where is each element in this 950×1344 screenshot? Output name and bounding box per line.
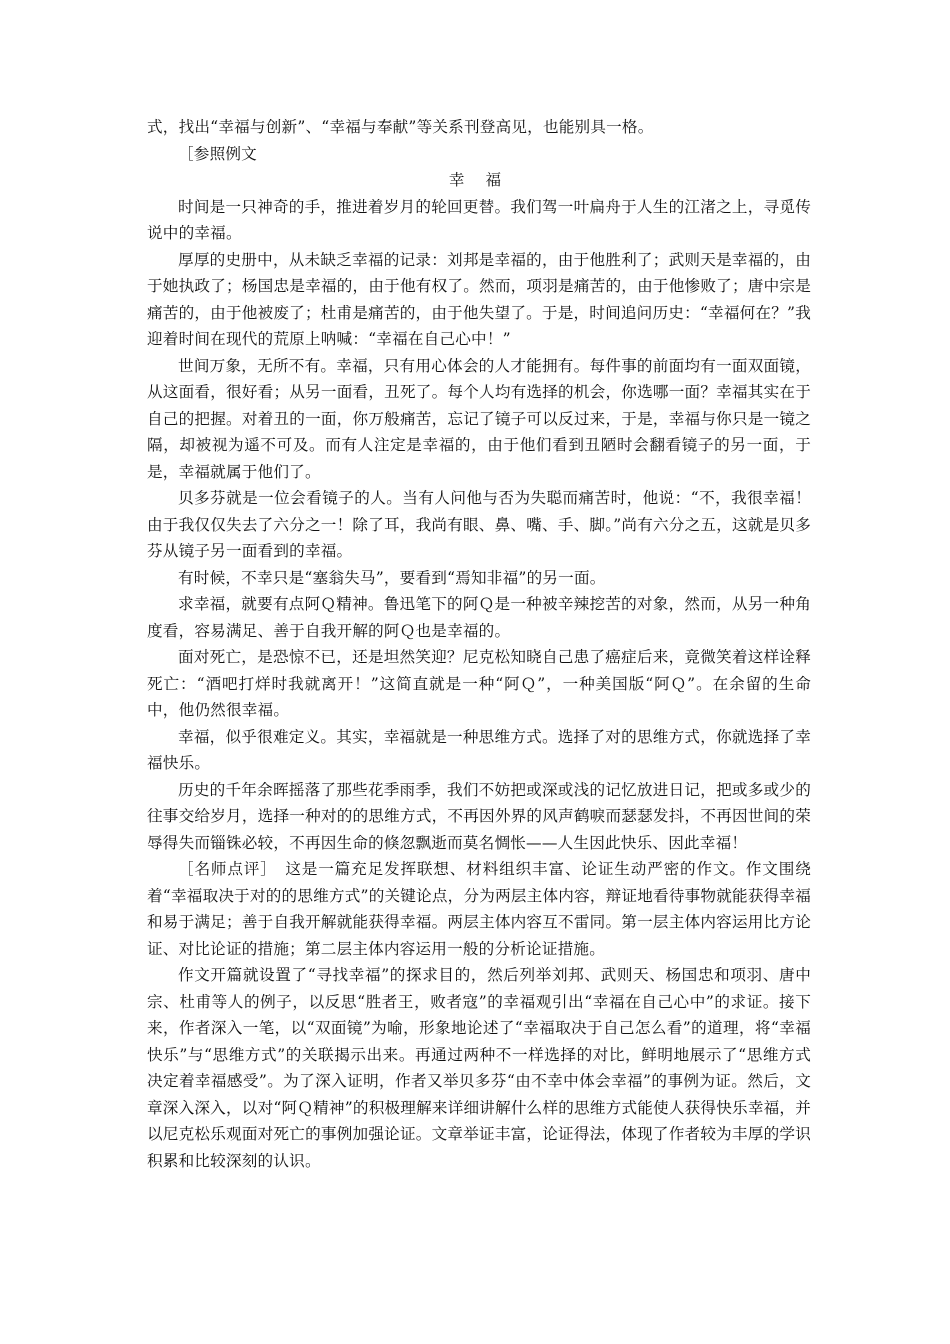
paragraph: 厚厚的史册中，从未缺乏幸福的记录：刘邦是幸福的，由于他胜利了；武则天是幸福的，由于她执政了；杨国忠是幸福的，由于他有权了。然而，项羽是痛苦的，由于他惨败了；唐中宗是痛苦的，由于他被废了；杜甫是痛苦的，由于他失望了。于是，时间追问历史：“幸福何在？”我迎着时间在现代的荒原上呐喊：“幸福在自己心中！”: [147, 250, 811, 348]
paragraph: 作文开篇就设置了“寻找幸福”的探求目的，然后列举刘邦、武则天、杨国忠和项羽、唐中宗、杜甫等人的例子，以反思“胜者王，败者寇”的幸福观引出“幸福在自己心中”的求证。接下来，作者深入一笔，以“双面镜”为喻，形象地论述了“幸福取决于自己怎么看”的道理，将“幸福快乐”与“思维方式”的关联揭示出来。再通过两种不一样选择的对比，鲜明地展示了“思维方式决定着幸福感受”。为了深入证明，作者又举贝多芬“由不幸中体会幸福”的事例为证。然后，文章深入深入，以对“阿Ｑ精神”的积极理解来详细讲解什么样的思维方式能使人获得快乐幸福，并以尼克松乐观面对死亡的事例加强论证。文章举证丰富，论证得法，体现了作者较为丰厚的学识积累和比较深刻的认识。: [147, 966, 811, 1170]
example-label: ［参照例文: [178, 144, 257, 163]
paragraph: 时间是一只神奇的手，推进着岁月的轮回更替。我们驾一叶扁舟于人生的江渚之上，寻觅传说中的幸福。: [147, 197, 811, 242]
paragraph: 有时候，不幸只是“塞翁失马”，要看到“焉知非福”的另一面。: [178, 568, 606, 587]
paragraph: 世间万象，无所不有。幸福，只有用心体会的人才能拥有。每件事的前面均有一面双面镜，从这面看，很好看；从另一面看，丑死了。每个人均有选择的机会，你选哪一面？幸福其实在于自己的把握。对着丑的一面，你万般痛苦，忘记了镜子可以反过来，于是，幸福与你只是一镜之隔，却被视为遥不可及。而有人注定是幸福的，由于他们看到丑陋时会翻看镜子的另一面，于是，幸福就属于他们了。: [147, 356, 811, 481]
intro-line: 式，找出“幸福与创新”、“幸福与奉献”等关系刊登高见，也能别具一格。: [147, 118, 654, 136]
document-body: [147, 114, 811, 1174]
paragraph: 求幸福，就要有点阿Ｑ精神。鲁迅笔下的阿Ｑ是一种被辛辣挖苦的对象，然而，从另一种角度看，容易满足、善于自我开解的阿Ｑ也是幸福的。: [147, 595, 811, 640]
paragraph: 贝多芬就是一位会看镜子的人。当有人问他与否为失聪而痛苦时，他说：“不，我很幸福！由于我仅仅失去了六分之一！除了耳，我尚有眼、鼻、嘴、手、脚。”尚有六分之五，这就是贝多芬从镜子另一面看到的幸福。: [147, 489, 811, 560]
paragraph: 幸福，似乎很难定义。其实，幸福就是一种思维方式。选择了对的思维方式，你就选择了幸福快乐。: [147, 727, 811, 772]
paragraph: 历史的千年余晖摇落了那些花季雨季，我们不妨把或深或浅的记忆放进日记，把或多或少的往事交给岁月，选择一种对的的思维方式，不再因外界的风声鹤唳而瑟瑟发抖，不再因世间的荣辱得失而锱铢必较，不再因生命的倏忽飘逝而莫名惆怅——人生因此快乐、因此幸福！: [147, 780, 811, 852]
teacher-comment: ［名师点评］ 这是一篇充足发挥联想、材料组织丰富、论证生动严密的作文。作文围绕着“幸福取决于对的的思维方式”的关键论点，分为两层主体内容，辩证地看待事物就能获得幸福和易于满足；善于自我开解就能获得幸福。两层主体内容互不雷同。第一层主体内容运用比方论证、对比论证的措施；第二层主体内容运用一般的分析论证措施。: [147, 860, 811, 958]
paragraph: 面对死亡，是恐惊不已，还是坦然笑迎？尼克松知晓自己患了癌症后来，竟微笑着这样诠释死亡：“酒吧打烊时我就离开！”这简直就是一种“阿Ｑ”，一种美国版“阿Ｑ”。在余留的生命中，他仍然很幸福。: [147, 648, 811, 719]
essay-title: 幸 福: [448, 171, 510, 189]
